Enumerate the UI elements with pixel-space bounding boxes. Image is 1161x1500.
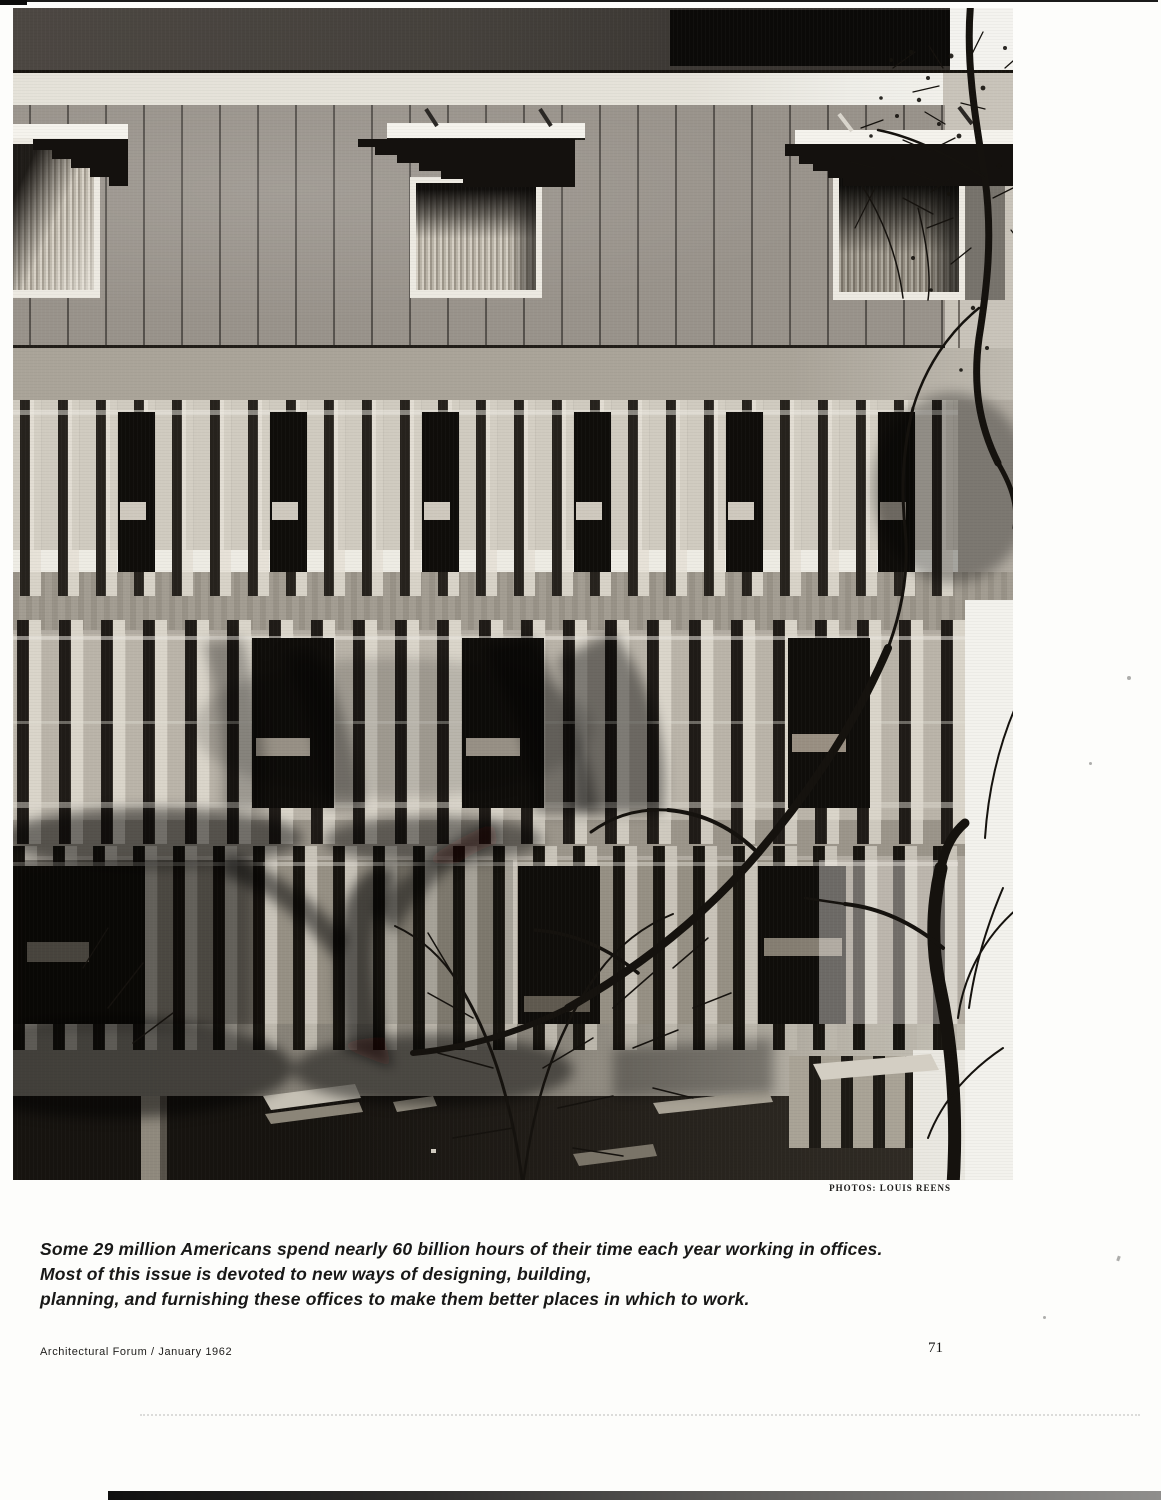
scan-speck: [1043, 1316, 1046, 1319]
scan-top-edge: [0, 0, 1158, 2]
scan-speck: [1127, 676, 1131, 680]
scan-speck: [1116, 1256, 1121, 1262]
caption-line-1: Some 29 million Americans spend nearly 60 billion hours of their time each year working in offices.: [40, 1239, 883, 1259]
scan-dotted-rule: [140, 1414, 1140, 1416]
caption-line-2: Most of this issue is devoted to new ways of designing, building,: [40, 1264, 592, 1284]
scan-top-corner-mark: [0, 0, 27, 5]
photo-grain: [13, 8, 1013, 1180]
building-facade-photo: [13, 8, 1013, 1180]
photo-credit: PHOTOS: LOUIS REENS: [829, 1183, 951, 1193]
scan-bottom-band: [108, 1491, 1161, 1500]
caption: [40, 1237, 1000, 1312]
caption-line-3: planning, and furnishing these offices to make them better places in which to work.: [40, 1289, 750, 1309]
page-number: 71: [928, 1340, 943, 1356]
scan-speck: [1089, 762, 1092, 765]
footer-journal: Architectural Forum / January 1962: [40, 1346, 233, 1358]
